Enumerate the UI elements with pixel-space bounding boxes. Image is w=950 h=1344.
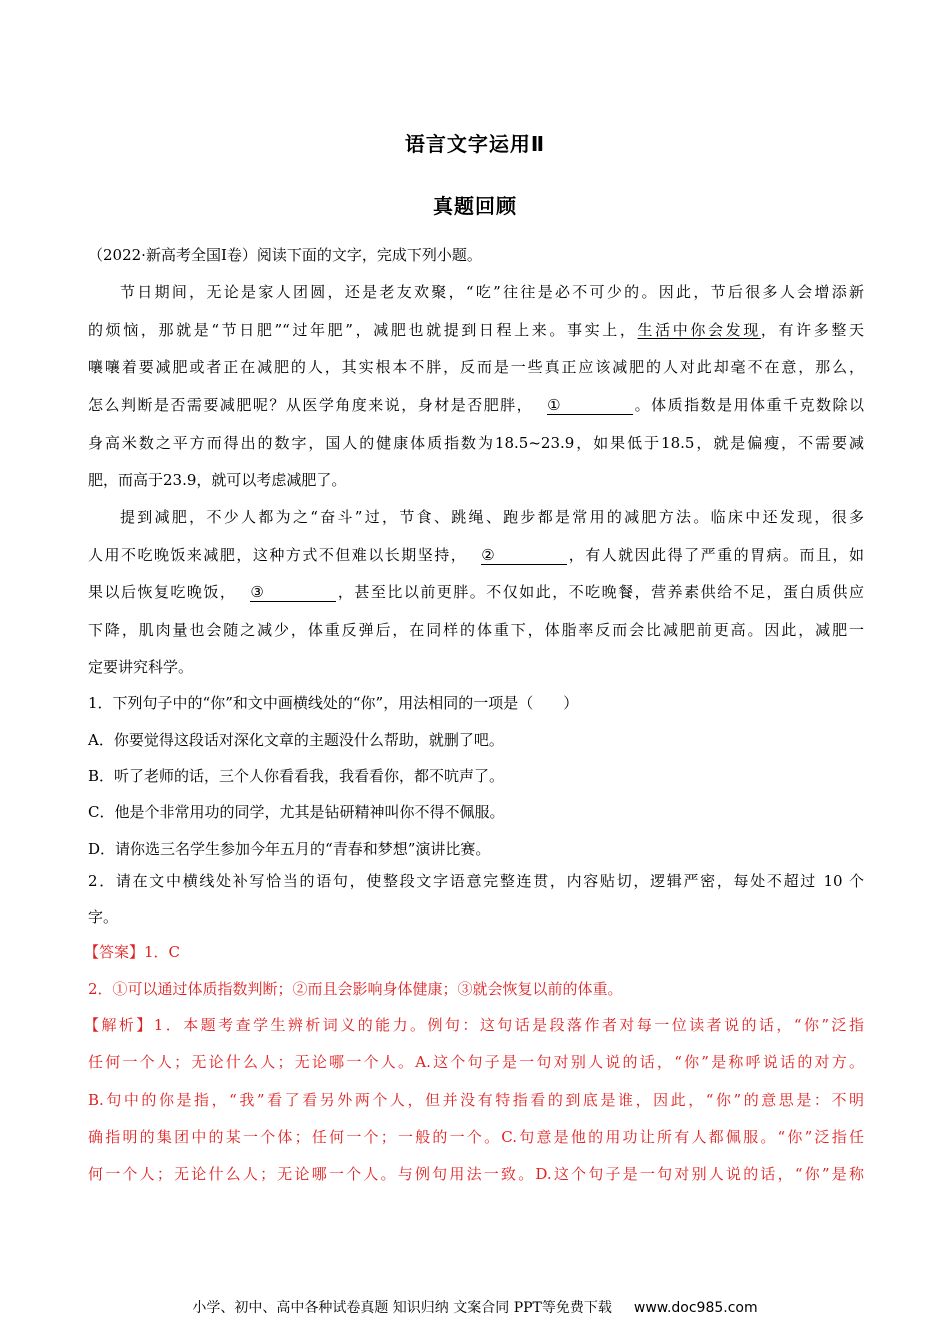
paragraph-1-line-3: 嚷嚷着要减肥或者正在减肥的人，其实根本不胖，反而是一些真正应该减肥的人对此却毫不在意，那么， (88, 358, 864, 376)
paragraph-2-line-3: 果以后恢复吃晚饭， ③ ，甚至比以前更胖。不仅如此，不吃晚餐，营养素供给不足，蛋白质供应 (88, 583, 864, 601)
paragraph-1-line-5: 身高米数之平方而得出的数字，国人的健康体质指数为18.5~23.9，如果低于18.5，就是偏瘦，不需要减 (88, 434, 864, 452)
page-footer (0, 1297, 950, 1317)
footer-text: 小学、初中、高中各种试卷真题 知识归纳 文案合同 PPT等免费下载 (192, 1300, 612, 1316)
paragraph-1-line-1: 节日期间，无论是家人团圆，还是老友欢聚，“吃”往往是必不可少的。因此，节后很多人会增添新 (120, 283, 864, 301)
blank-1: ① (547, 396, 633, 415)
question-source: （2022·新高考全国Ⅰ卷）阅读下面的文字，完成下列小题。 (88, 246, 482, 264)
option-d: D．请你选三名学生参加今年五月的“青春和梦想”演讲比赛。 (88, 840, 491, 858)
question-2-line-1: 2．请在文中横线处补写恰当的语句，使整段文字语意完整连贯，内容贴切，逻辑严密，每处不超过 10 个 (88, 872, 864, 890)
analysis-line-4: 确指明的集团中的某一个体；任何一个；一般的一个。C.句意是他的用功让所有人都佩服。“你”泛指任 (88, 1128, 864, 1146)
blank-3: ③ (250, 583, 336, 602)
paragraph-2-line-5: 定要讲究科学。 (88, 658, 194, 676)
section-title: 真题回顾 (433, 194, 517, 218)
option-c: C．他是个非常用功的同学，尤其是钻研精神叫你不得不佩服。 (88, 803, 505, 821)
footer-url-link[interactable]: www.doc985.com (633, 1300, 758, 1316)
blank-2: ② (481, 546, 567, 565)
option-a: A．你要觉得这段话对深化文章的主题没什么帮助，就删了吧。 (88, 731, 504, 749)
answer-line-1: 【答案】1．C (84, 943, 181, 961)
analysis-line-3: B.句中的你是指，“我”看了看另外两个人，但并没有特指看的到底是谁，因此，“你”的意思是：不明 (88, 1091, 864, 1109)
paragraph-1-line-4: 怎么判断是否需要减肥呢？从医学角度来说，身材是否肥胖， ① 。体质指数是用体重千克数除以 (88, 396, 864, 414)
underlined-phrase: 生活中你会发现 (637, 321, 761, 339)
answer-line-2: 2．①可以通过体质指数判断；②而且会影响身体健康；③就会恢复以前的体重。 (88, 980, 623, 998)
paragraph-1-line-6: 肥，而高于23.9，就可以考虑减肥了。 (88, 471, 347, 489)
analysis-line-2: 任何一个人；无论什么人；无论哪一个人。A.这个句子是一句对别人说的话，“你”是称呼说话的对方。 (88, 1053, 864, 1071)
option-b: B．听了老师的话，三个人你看看我，我看看你，都不吭声了。 (88, 767, 505, 785)
paragraph-2-line-4: 下降，肌肉量也会随之减少，体重反弹后，在同样的体重下，体脂率反而会比减肥前更高。因此，减肥一 (88, 621, 864, 639)
question-2-line-2: 字。 (88, 908, 119, 926)
page-title: 语言文字运用Ⅱ (404, 132, 546, 156)
analysis-line-5: 何一个人；无论什么人；无论哪一个人。与例句用法一致。D.这个句子是一句对别人说的话，“你”是称 (88, 1165, 864, 1183)
paragraph-2-line-1: 提到减肥，不少人都为之“奋斗”过，节食、跳绳、跑步都是常用的减肥方法。临床中还发现，很多 (120, 508, 864, 526)
paragraph-1-line-2: 的烦恼，那就是“节日肥”“过年肥”，减肥也就提到日程上来。事实上，生活中你会发现，有许多整天 (88, 321, 864, 339)
analysis-line-1: 【解析】1．本题考查学生辨析词义的能力。例句：这句话是段落作者对每一位读者说的话，“你”泛指 (84, 1016, 864, 1034)
question-1: 1．下列句子中的“你”和文中画横线处的“你”，用法相同的一项是（ ） (88, 694, 579, 712)
paragraph-2-line-2: 人用不吃晚饭来减肥，这种方式不但难以长期坚持， ② ，有人就因此得了严重的胃病。而且，如 (88, 546, 864, 564)
